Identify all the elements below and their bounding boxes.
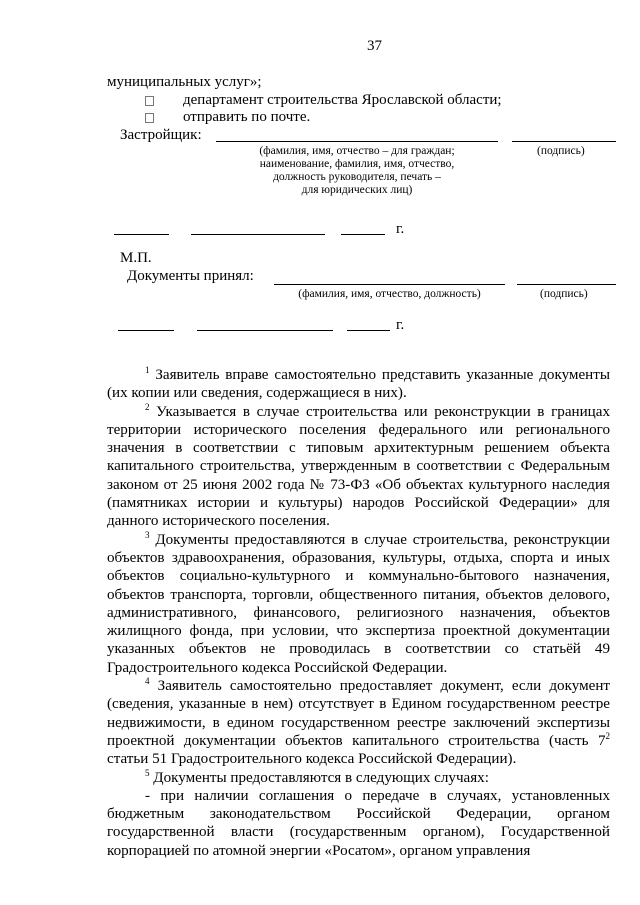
- footnote-1: [107, 366, 610, 403]
- footnote-3: [107, 531, 610, 677]
- footnote-superscript: 2: [605, 730, 610, 741]
- caption-line: (фамилия, имя, отчество – для граждан;: [259, 145, 455, 157]
- footnote-number: 3: [145, 529, 150, 540]
- caption-line: наименование, фамилия, имя, отчество,: [259, 158, 455, 170]
- footnote-2: [107, 403, 610, 531]
- stamp-label: М.П.: [120, 250, 152, 266]
- caption-line: для юридических лиц): [301, 184, 413, 196]
- accepted-date-month-line: [197, 330, 333, 331]
- option-checkbox-department[interactable]: [145, 96, 154, 106]
- developer-signature-line: [512, 141, 616, 142]
- developer-date-day-line: [114, 234, 169, 235]
- developer-name-line: [216, 141, 498, 142]
- developer-year-suffix: г.: [396, 221, 405, 237]
- footnote-text: Заявитель вправе самостоятельно представить указанные документы (их копии или сведения, содержащиеся в них).: [107, 367, 610, 402]
- footnote-4: [107, 677, 610, 768]
- footnotes: [107, 366, 610, 860]
- accepted-signature-line: [517, 284, 616, 285]
- accepted-date-year-line: [347, 330, 390, 331]
- footnote-text: Указывается в случае строительства или реконструкции в границах территории исторического поселения федерального или регионального значения в соответствии с типовым архитектурным решением объекта капитального строительства, утвержденным в соответствии с Федеральным законом от 25 июня 2002 года № 73-ФЗ «Об объектах культурного наследия (памятниках истории и культуры) народов Российской Федерации» для данного исторического поселения.: [107, 403, 610, 530]
- footnote-text: Документы предоставляются в следующих случаях:: [153, 769, 489, 786]
- developer-label: Застройщик:: [120, 127, 202, 143]
- footnote-text-continued: статьи 51 Градостроительного кодекса Российской Федерации).: [107, 751, 517, 768]
- footnote-number: 1: [145, 364, 150, 375]
- option-label-mail: отправить по почте.: [183, 109, 311, 125]
- footnote-number: 2: [145, 401, 150, 412]
- continuation-text: муниципальных услуг»;: [107, 74, 262, 90]
- accepted-name-caption: (фамилия, имя, отчество, должность): [298, 288, 481, 300]
- footnote-5: [107, 769, 610, 787]
- footnote-number: 5: [145, 767, 150, 778]
- accepted-date-day-line: [118, 330, 174, 331]
- footnote-5-bullet: - при наличии соглашения о передаче в случаях, установленных бюджетным законодательством Российской Федерации, органом государственной власти (государственным органом), Государственной корпорацией по атомной энергии «Росатом», органом управления: [107, 787, 610, 859]
- developer-signature-caption: (подпись): [537, 145, 585, 157]
- accepted-name-line: [274, 284, 505, 285]
- developer-name-caption: [216, 145, 498, 197]
- developer-date-year-line: [341, 234, 385, 235]
- developer-date-month-line: [191, 234, 325, 235]
- footnote-text: Заявитель самостоятельно предоставляет документ, если документ (сведения, указанные в нем) отсутствует в Едином государственном реестре недвижимости, в едином государственном реестре заключений экспертизы проектной документации объектов капитального строительства (часть 7: [107, 678, 610, 749]
- accepted-label: Документы принял:: [127, 268, 254, 284]
- footnote-text: Документы предоставляются в случае строительства, реконструкции объектов здравоохранения, образования, культуры, отдыха, спорта и иных объектов социально-культурного и коммунально-бытового назначения, объектов транспорта, торговли, общественного питания, объектов делового, административного, финансового, религиозного назначения, объектов жилищного фонда, при условии, что экспертиза проектной документации указанных объектов не проводилась в соответствии со статьёй 49 Градостроительного кодекса Российской Федерации.: [107, 531, 610, 676]
- option-label-department: департамент строительства Ярославской области;: [183, 92, 502, 108]
- accepted-year-suffix: г.: [396, 317, 405, 333]
- footnote-number: 4: [145, 676, 150, 687]
- accepted-signature-caption: (подпись): [540, 288, 588, 300]
- option-checkbox-mail[interactable]: [145, 113, 154, 123]
- page-number: 37: [367, 38, 382, 54]
- caption-line: должность руководителя, печать –: [273, 171, 441, 183]
